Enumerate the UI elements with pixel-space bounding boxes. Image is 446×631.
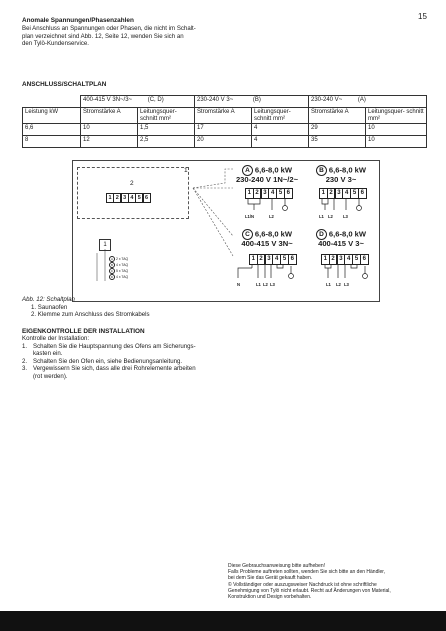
group-voltage: 230-240 V 3~: [197, 97, 234, 103]
legend-letter: B: [110, 263, 113, 268]
footnote-line: © Vollständiger oder auszugsweiser Nachdruck ist ohne schriftliche: [228, 581, 377, 588]
table-cell: 2,5: [138, 136, 195, 148]
panel-wiring: [235, 264, 301, 280]
table-cell: 10: [366, 136, 427, 148]
wire-label: L2: [336, 282, 341, 287]
intro-line: Bei Anschluss an Spannungen oder Phasen, die nicht im Schalt-: [22, 25, 196, 32]
table-cell: 29: [309, 124, 366, 136]
panel-power: 6,6-8,0 kW: [254, 229, 293, 239]
wire-label: N: [237, 282, 241, 287]
legend-letter: C: [110, 269, 114, 274]
figure-caption: [22, 296, 322, 319]
table-cell: 10: [81, 124, 138, 136]
group-label: (B): [252, 97, 261, 103]
connection-heading: ANSCHLUSS/SCHALTPLAN: [22, 81, 107, 88]
wire-label: L1/N: [245, 214, 255, 219]
panel-voltage: 230 V 3~: [325, 175, 357, 184]
terminal: 5: [276, 188, 285, 199]
terminal: 5: [135, 193, 143, 203]
intro-text: [22, 25, 322, 48]
selfcheck-heading: EIGENKONTROLLE DER INSTALLATION: [22, 328, 145, 335]
footnote-line: bei dem Sie das Gerät gekauft haben.: [228, 575, 313, 582]
wire-label: L1: [319, 214, 324, 219]
panel-power: 6,6-8,0 kW: [254, 165, 293, 175]
table-cell: 1,5: [138, 124, 195, 136]
panel-power: 6,6-8,0 kW: [328, 165, 367, 175]
table-cell: 10: [366, 124, 427, 136]
legend-letter: D: [110, 275, 114, 280]
intro-heading: Anomale Spannungen/Phasenzahlen: [22, 17, 134, 24]
label-terminal-number: 2: [130, 180, 134, 187]
terminal-strip: [106, 193, 150, 203]
terminal: 5: [280, 254, 289, 265]
legend-item: [109, 274, 128, 280]
terminal: 1: [321, 254, 330, 265]
panel-wiring: [319, 198, 369, 212]
label-heater-number: 1: [184, 167, 188, 174]
terminal: 6: [143, 193, 151, 203]
step-number: 1.: [22, 342, 28, 350]
terminal: 1: [106, 193, 114, 203]
table-cell: 8: [23, 136, 81, 148]
table-header-cell: Stromstärke A: [81, 108, 138, 124]
terminal: 3: [337, 254, 346, 265]
terminal: 4: [342, 188, 351, 199]
footnote-line: Falls Probleme auftreten sollten, wenden Sie sich bitte an den Händler,: [228, 569, 386, 576]
group-label: (C, D): [147, 97, 164, 103]
terminal: 4: [128, 193, 136, 203]
caption-item: 1. Saunaofen: [31, 303, 68, 311]
panel-a: [231, 165, 303, 229]
terminal: 1: [245, 188, 254, 199]
terminal: 2: [113, 193, 121, 203]
legend-text: 4 x TAQ: [116, 263, 129, 268]
table-cell: 12: [81, 136, 138, 148]
wire-label: L3: [343, 214, 348, 219]
wiring-diagram: [72, 160, 380, 302]
legend-letter: A: [110, 257, 113, 262]
panel-d: [305, 229, 377, 297]
terminal: 2: [327, 188, 336, 199]
terminal: 6: [284, 188, 293, 199]
step-line: Schalten Sie den Ofen ein, siehe Bedienungsanleitung.: [33, 357, 183, 365]
table-group-cell: [81, 96, 195, 108]
selfcheck-intro: Kontrolle der Installation:: [22, 335, 90, 342]
terminal: 3: [261, 188, 270, 199]
panel-voltage: 400-415 V 3~: [318, 239, 364, 248]
terminal: 4: [268, 188, 277, 199]
selfcheck-step: [22, 358, 322, 366]
panel-c: [231, 229, 303, 297]
intro-line: plan verzeichnet sind Abb. 12, Seite 12, wenden Sie sich an: [22, 32, 184, 40]
table-header-cell: Leitungsquer- schnitt mm²: [252, 108, 309, 124]
intro-line: den Tylö-Kundenservice.: [22, 40, 89, 48]
page-number: 15: [418, 12, 427, 21]
footnote: [228, 563, 391, 600]
wire-label: L2: [269, 214, 274, 219]
table-header-cell: Stromstärke A: [195, 108, 252, 124]
table-header-cell: Stromstärke A: [309, 108, 366, 124]
legend-text: 2 x TAQ: [116, 257, 129, 261]
terminal: 4: [272, 254, 281, 265]
table-group-cell: [309, 96, 427, 108]
terminal: 3: [265, 254, 274, 265]
table-row: [23, 124, 427, 136]
selfcheck-step: [22, 365, 322, 380]
selfcheck-step: [22, 343, 322, 358]
table-cell: 4: [252, 136, 309, 148]
wire-label: L2: [328, 214, 333, 219]
panel-b: [305, 165, 377, 229]
table-group-cell: [195, 96, 309, 108]
terminal: 1: [249, 254, 258, 265]
table-cell: 4: [252, 124, 309, 136]
footer-bar: [0, 611, 446, 631]
step-number: 3.: [22, 365, 28, 373]
heater-legend: [109, 256, 128, 280]
footnote-line: Genehmigung von Tylö nicht erlaubt. Recht auf Änderungen von Material,: [228, 587, 391, 594]
panel-wiring: [245, 198, 295, 212]
panel-letter: A: [242, 165, 253, 176]
terminal: 4: [344, 254, 353, 265]
terminal: 3: [121, 193, 129, 203]
selfcheck-section: [22, 328, 322, 381]
step-number: 2.: [22, 357, 28, 365]
terminal-area: [77, 167, 189, 219]
panel-letter: D: [316, 229, 327, 240]
wire-label: L3: [344, 282, 349, 287]
wire-label: L1: [326, 282, 331, 287]
terminal: 6: [360, 254, 369, 265]
table-header-cell: Leistung kW: [23, 108, 81, 124]
terminal: 5: [350, 188, 359, 199]
table-header-cell: Leitungsquer- schnitt mm²: [138, 108, 195, 124]
terminal: 5: [352, 254, 361, 265]
terminal: 3: [335, 188, 344, 199]
terminal: 2: [253, 188, 262, 199]
step-line: (rot werden).: [33, 372, 68, 380]
panel-voltage: 230-240 V 1N~/2~: [235, 175, 299, 184]
terminal: 2: [257, 254, 266, 265]
panel-wiring: [315, 264, 375, 280]
table-cell: 17: [195, 124, 252, 136]
terminal: 6: [358, 188, 367, 199]
wire-label: L2: [263, 282, 268, 287]
table-header-row: [23, 108, 427, 124]
panel-power: 6,6-8,0 kW: [328, 229, 367, 239]
footnote-line: Diese Gebrauchsanweisung bitte aufheben!: [228, 563, 326, 569]
table-cell: 20: [195, 136, 252, 148]
legend-text: 4 x TAQ: [116, 275, 129, 280]
step-line: Vergewissern Sie sich, dass alle drei Rohrelemente arbeiten: [33, 365, 196, 373]
group-voltage: 400-415 V 3N~/3~: [83, 97, 133, 103]
terminal: 1: [319, 188, 328, 199]
group-voltage: 230-240 V~: [311, 97, 343, 103]
wire-label: L1: [256, 282, 261, 287]
caption-item: 2. Klemme zum Anschluss des Stromkabels: [31, 311, 150, 319]
terminal: 2: [329, 254, 338, 265]
table-header-cell: Leitungsquer- schnitt mm²: [366, 108, 427, 124]
intro-section: [22, 17, 322, 48]
step-line: Schalten Sie die Hauptspannung des Ofens am Sicherungs-: [33, 342, 196, 350]
table-cell: 35: [309, 136, 366, 148]
panel-letter: B: [316, 165, 327, 176]
group-label: (A): [357, 97, 366, 103]
table-cell: 6,6: [23, 124, 81, 136]
step-line: kasten ein.: [33, 350, 63, 358]
panel-voltage: 400-415 V 3N~: [241, 239, 293, 248]
footnote-line: Konstruktion und Design vorbehalten.: [228, 594, 312, 601]
terminal: 6: [288, 254, 297, 265]
heater-label-box: 1: [99, 239, 111, 251]
table-group-row: [23, 96, 427, 108]
table-row: [23, 136, 427, 148]
wire-label: L3: [270, 282, 275, 287]
panel-letter: C: [242, 229, 253, 240]
table-cell: [23, 96, 81, 108]
legend-text: 5 x TAQ: [116, 269, 129, 274]
connection-table: [22, 95, 427, 148]
caption-title: Abb. 12: Schaltplan: [22, 296, 75, 303]
